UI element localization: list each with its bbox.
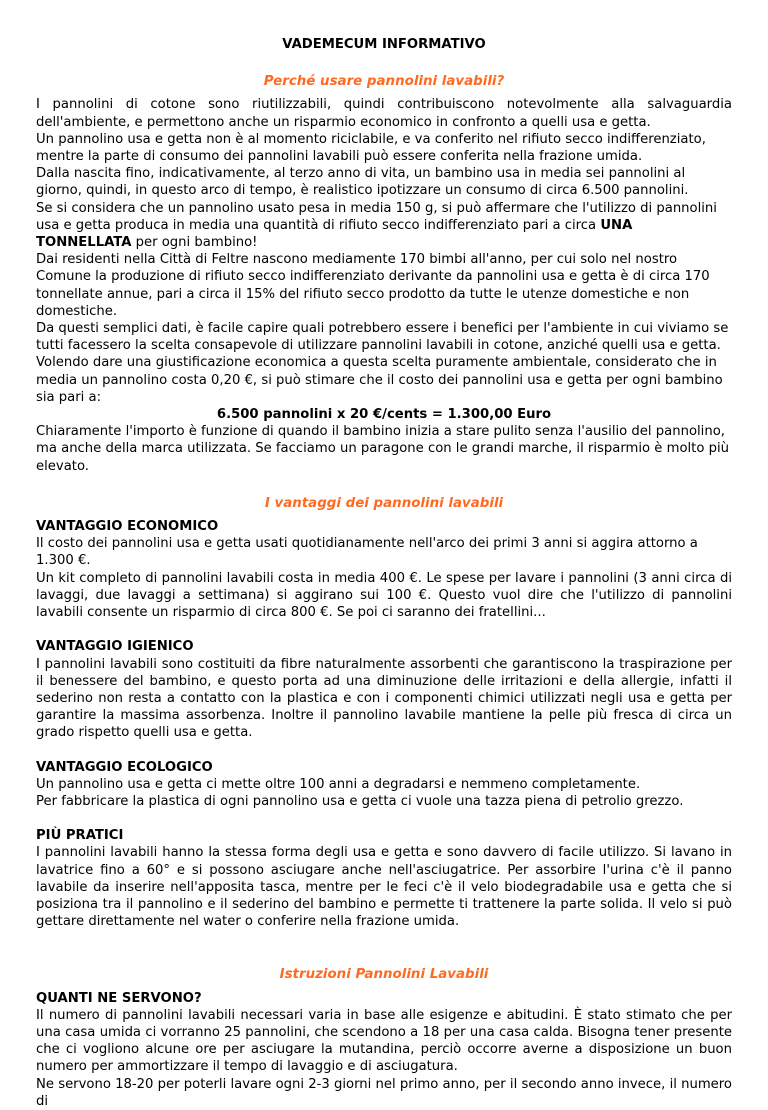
paragraph: Dalla nascita fino, indicativamente, al terzo anno di vita, un bambino usa in media sei pannolini al giorno, quindi, in questo arco di tempo, è realistico ipotizzare un consumo di circa 6.500 pannolini. — [36, 166, 689, 199]
spacer — [36, 742, 732, 759]
paragraph: Chiaramente l'importo è funzione di quando il bambino inizia a stare pulito senza l'ausilio del pannolino, ma anche della marca utilizzata. Se facciamo un paragone con le grandi marche, il risparmio è molto più elevato. — [36, 424, 729, 474]
spacer — [36, 810, 732, 827]
paragraph: Un pannolino usa e getta non è al momento riciclabile, e va conferito nel rifiuto secco indifferenziato, mentre la parte di consumo dei pannolini lavabili può essere conferita nella frazione umida. — [36, 131, 706, 165]
paragraph: Il numero di pannolini lavabili necessari varia in base alle esigenze e abitudini. È stato stimato che per una casa umida ci vorranno 25 pannolini, che scendono a 18 per una casa calda. Bisogna tener presente che ci vogliono alcune ore per asciugare la mutandina, perciò occorre averne a disposizione un buon numero per ammortizzare il tempo di lavaggio e di asciugatura. — [36, 1007, 732, 1075]
paragraph: Un kit completo di pannolini lavabili costa in media 400 €. Le spese per lavare i pannolini (3 anni circa di lavaggi, due lavaggi a settimana) si aggirano sui 100 €. Questo vuol dire che l'utilizzo di pannolini lavabili consente un risparmio di circa 800 €. Se poi ci saranno dei fratellini... — [36, 570, 732, 621]
paragraph: Il costo dei pannolini usa e getta usati quotidianamente nell'arco dei primi 3 anni si aggira attorno a 1.300 €. — [36, 536, 698, 569]
paragraph: I pannolini di cotone sono riutilizzabili, quindi contribuiscono notevolmente alla salvaguardia dell'ambiente, e permettono anche un risparmio economico in confronto a quelli usa e getta. — [36, 97, 732, 130]
spacer — [36, 621, 732, 638]
spacer — [36, 475, 732, 495]
paragraph: I pannolini lavabili sono costituiti da fibre naturalmente assorbenti che garantiscono la traspirazione per il benessere del bambino, e questo porta ad una diminuzione delle irritazioni e della allergie, infatti il sederino non resta a contatto con la plastica e con i componenti chimici utilizzati negli usa e getta per garantire la massima assorbenza. Inoltre il pannolino lavabile mantiene la pelle più fresca di circa un grado rispetto quelli usa e getta. — [36, 656, 732, 741]
paragraph: Volendo dare una giustificazione economica a questa scelta puramente ambientale, considerato che in media un pannolino costa 0,20 €, si può stimare che il costo dei pannolini usa e getta per ogni bambino sia pari a: — [36, 355, 723, 405]
text-run: Se si considera che un pannolino usato pesa in media 150 g, si può affermare che l'utilizzo di pannolini usa e getta produca in media una quantità di rifiuto secco indifferenziato pari a circa — [36, 200, 717, 233]
paragraph: Da questi semplici dati, è facile capire quali potrebbero essere i benefici per l'ambiente in cui viviamo se tutti facessero la scelta consapevole di utilizzare pannolini lavabili in cotone, anziché quelli usa e getta. — [36, 321, 729, 354]
document-title: VADEMECUM INFORMATIVO — [282, 37, 486, 52]
text-run: per ogni bambino! — [131, 235, 258, 251]
paragraph: Per fabbricare la plastica di ogni pannolino usa e getta ci vuole una tazza piena di petrolio grezzo. — [36, 793, 684, 809]
bold-text-run: UNA TONNELLATA — [36, 217, 633, 251]
section-title-advantages: I vantaggi dei pannolini lavabili — [264, 495, 504, 511]
paragraph: Dai residenti nella Città di Feltre nascono mediamente 170 bimbi all'anno, per cui solo nel nostro Comune la produzione di rifiuto secco indifferenziato derivante da pannolini usa e getta è di circa 170 tonnellate annue, pari a circa il 15% del rifiuto secco prodotto da tutte le utenze domestiche e non domestiche. — [36, 252, 710, 319]
subheading-ecological: VANTAGGIO ECOLOGICO — [36, 759, 213, 775]
spacer — [36, 930, 732, 966]
paragraph: I pannolini lavabili hanno la stessa forma degli usa e getta e sono davvero di facile utilizzo. Si lavano in lavatrice fino a 60° e si possono asciugare anche nell'asciugatrice. Per assorbire l'urina c'è il panno lavabile da inserire nell'apposita tasca, mentre per le feci c'è il velo biodegradabile usa e getta che si posiziona tra il pannolino e il sederino del bambino e permette ti trattenere la parte solida. Il velo si può gettare direttamente nel water o conferire nella frazione umida. — [36, 845, 732, 930]
subheading-hygienic: VANTAGGIO IGIENICO — [36, 639, 194, 655]
document-content — [36, 36, 732, 1110]
subheading-practical: PIÙ PRATICI — [36, 828, 124, 844]
subheading-how-many: QUANTI NE SERVONO? — [36, 990, 202, 1006]
section-title-instructions: Istruzioni Pannolini Lavabili — [279, 967, 489, 983]
section-title-why: Perché usare pannolini lavabili? — [263, 74, 505, 90]
paragraph: Ne servono 18-20 per poterli lavare ogni 2-3 giorni nel primo anno, per il secondo anno invece, il numero di — [36, 1076, 732, 1109]
subheading-economic: VANTAGGIO ECONOMICO — [36, 519, 219, 535]
paragraph — [36, 200, 732, 252]
paragraph: Un pannolino usa e getta ci mette oltre 100 anni a degradarsi e nemmeno completamente. — [36, 776, 641, 792]
cost-formula: 6.500 pannolini x 20 €/cents = 1.300,00 Euro — [216, 407, 552, 423]
